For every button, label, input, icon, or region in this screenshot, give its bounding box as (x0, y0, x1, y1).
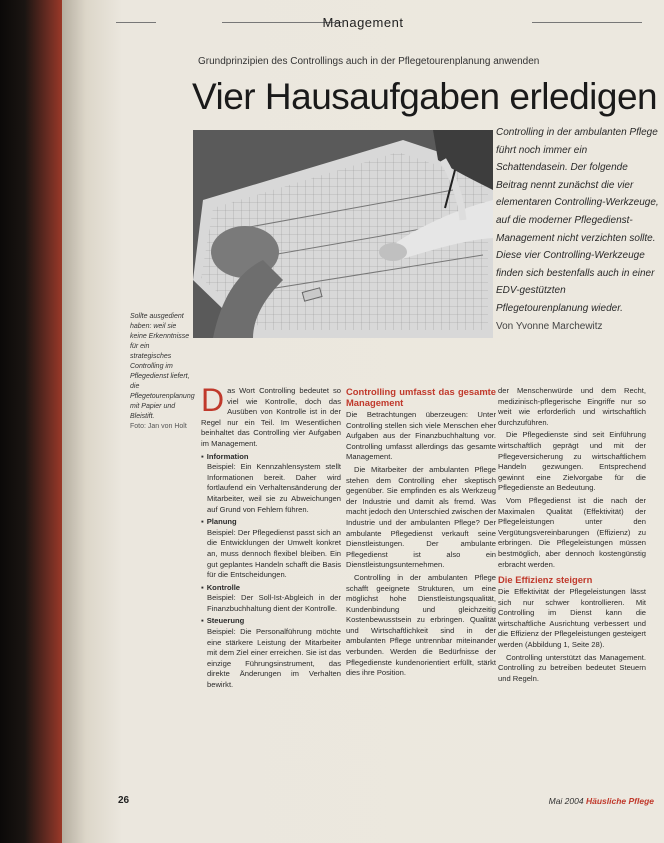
article-photo (193, 130, 493, 338)
paragraph: Controlling unterstützt das Management. Controlling zu betreiben bedeutet Steuern und Regeln. (498, 652, 646, 683)
book-spine (0, 0, 62, 843)
section-label: Management (322, 15, 404, 30)
task-desc: Beispiel: Der Soll-Ist-Abgleich in der Finanzbuchhaltung dient der Kontrolle. (207, 593, 341, 613)
task-list (201, 452, 341, 691)
page-footer (549, 796, 654, 806)
task-item (201, 452, 341, 516)
paragraph: Vom Pflegedienst ist die nach der Maximalen Qualität (Effektivität) der Pflegeleistungen unter den Vergütungsvereinbarungen (Effizienz) zu erbringen. Die Pflegeleistungen müssen bestmöglich, aber dennoch kostengünstig erbracht werden. (498, 495, 646, 569)
magazine-page (62, 0, 664, 843)
task-item (201, 616, 341, 690)
issue-date: Mai 2004 (548, 796, 584, 806)
task-item (201, 583, 341, 615)
task-term: ▪ Information (201, 452, 341, 463)
photo-caption (130, 312, 195, 432)
paragraph: Controlling in der ambulanten Pflege schafft geeignete Strukturen, um eine möglichst hohe Dienstleistungsqualität, Kundenbindung und gleichzeitig Kostenbewusstsein zu erbringen. Qualität und Wirtschaftlichkeit sind in der ambulanten Pflege untrennbar miteinander verbunden. Werden die Bedürfnisse der Pflegedienste kundenorientiert erfüllt, stärkt dies ihre Position. (346, 572, 496, 678)
subheading: Die Effizienz steigern (498, 574, 593, 586)
author-byline: Von Yvonne Marchewitz (496, 320, 603, 332)
task-desc: Beispiel: Die Personalführung möchte eine stärkere Leistung der Mitarbeiter mit dem Ziel einer erreichen. Sie ist das einzige Führungsinstrument, das direkte Änderungen im Verhalten bewirkt. (207, 627, 341, 690)
drop-cap: D (201, 386, 225, 418)
paragraph: Die Effektivität der Pflegeleistungen lässt sich nur schwer kontrollieren. Mit Controlling im Dienst kann die wirtschaftliche Ausrichtung verbessert und die Effizienz der Pflegeleistungen gesteigert werden (Abbildung 1, Seite 28). (498, 587, 646, 650)
task-item (201, 517, 341, 581)
paragraph: Die Pflegedienste sind seit Einführung wirtschaftlich geprägt und mit der Pflegeversicherung zu wirtschaftlichem Handeln gezwungen. Entsprechend gewinnt eine Zielvorgabe für die Pflegedienste an Bedeutung. (498, 430, 646, 493)
task-desc: Beispiel: Der Pflegedienst passt sich an die Entwicklungen der Umwelt konkret an, muss dennoch flexibel bleiben. Ein gut geplantes Handeln schafft die Basis für die Entscheidungen. (207, 527, 341, 580)
photo-credit: Foto: Jan von Holt (130, 423, 187, 430)
task-term: ▪ Steuerung (201, 616, 341, 627)
lead-paragraph: as Wort Controlling bedeutet so viel wie Kontrolle, doch das Ausüben von Kontrolle ist in der Regel nur ein Teil. Im Wesentlichen beinhaltet das Controlling vier Aufgaben im Management. (201, 386, 341, 448)
caption-text: Sollte ausgedient haben: weil sie keine Erkenntnisse für ein strategisches Controlling im Pflegedienst liefert, die Pflegetourenplanung mit Papier und Bleistift. (130, 313, 195, 420)
paragraph: Die Betrachtungen überzeugen: Unter Controlling stellen sich viele Menschen eher Aufgaben aus der Finanzbuchhaltung vor. Controlling umfasst allerdings das gesamte Management. (346, 410, 496, 462)
text-column-1 (201, 386, 341, 758)
article-kicker: Grundprinzipien des Controllings auch in der Pflegetourenplanung anwenden (198, 56, 540, 67)
magazine-name: Häusliche Pflege (585, 796, 654, 806)
article-title: Vier Hausaufgaben erledigen (192, 76, 658, 117)
text-column-3 (498, 386, 646, 778)
text-column-2 (346, 386, 496, 806)
paragraph: Die Mitarbeiter der ambulanten Pflege stehen dem Controlling eher skeptisch gegenüber. Sie empfinden es als Werkzeug der Industrie und damit als fremd. Was macht jedoch den Unterschied zwischen der Industrie und der ambulanten Pflege? Der ambulante Pflegedienst verkauft seine Dienstleistungen. Der ambulante Pflegedienst ist also ein Dienstleistungsunternehmen. (346, 464, 496, 570)
task-desc: Beispiel: Ein Kennzahlensystem stellt Informationen bereit. Daher wird fortlaufend ein Verhaltensänderung der Mitarbeiter, weil sie zu Abweichungen auf Grund von Fehlern führen. (207, 462, 341, 514)
article-intro (496, 124, 660, 335)
subheading: Controlling umfasst das gesamte Management (346, 386, 496, 408)
intro-text: Controlling in der ambulanten Pflege führt noch immer ein Schattendasein. Der folgende Beitrag nennt zunächst die vier elementaren Controlling-Werkzeuge, auf die moderner Pflegedienst-Management nicht verzichten sollte. Diese vier Controlling-Werkzeuge finden sich bestenfalls auch in einer EDV-gestützten Pflegetourenplanung wieder. (496, 127, 659, 314)
page-number: 26 (118, 795, 130, 806)
task-term: ▪ Planung (201, 517, 341, 528)
paragraph: der Menschenwürde und dem Recht, medizinisch-pflegerische Eingriffe nur so weit wie erforderlich und wirtschaftlich durchzuführen. (498, 386, 646, 427)
task-term: ▪ Kontrolle (201, 583, 341, 594)
